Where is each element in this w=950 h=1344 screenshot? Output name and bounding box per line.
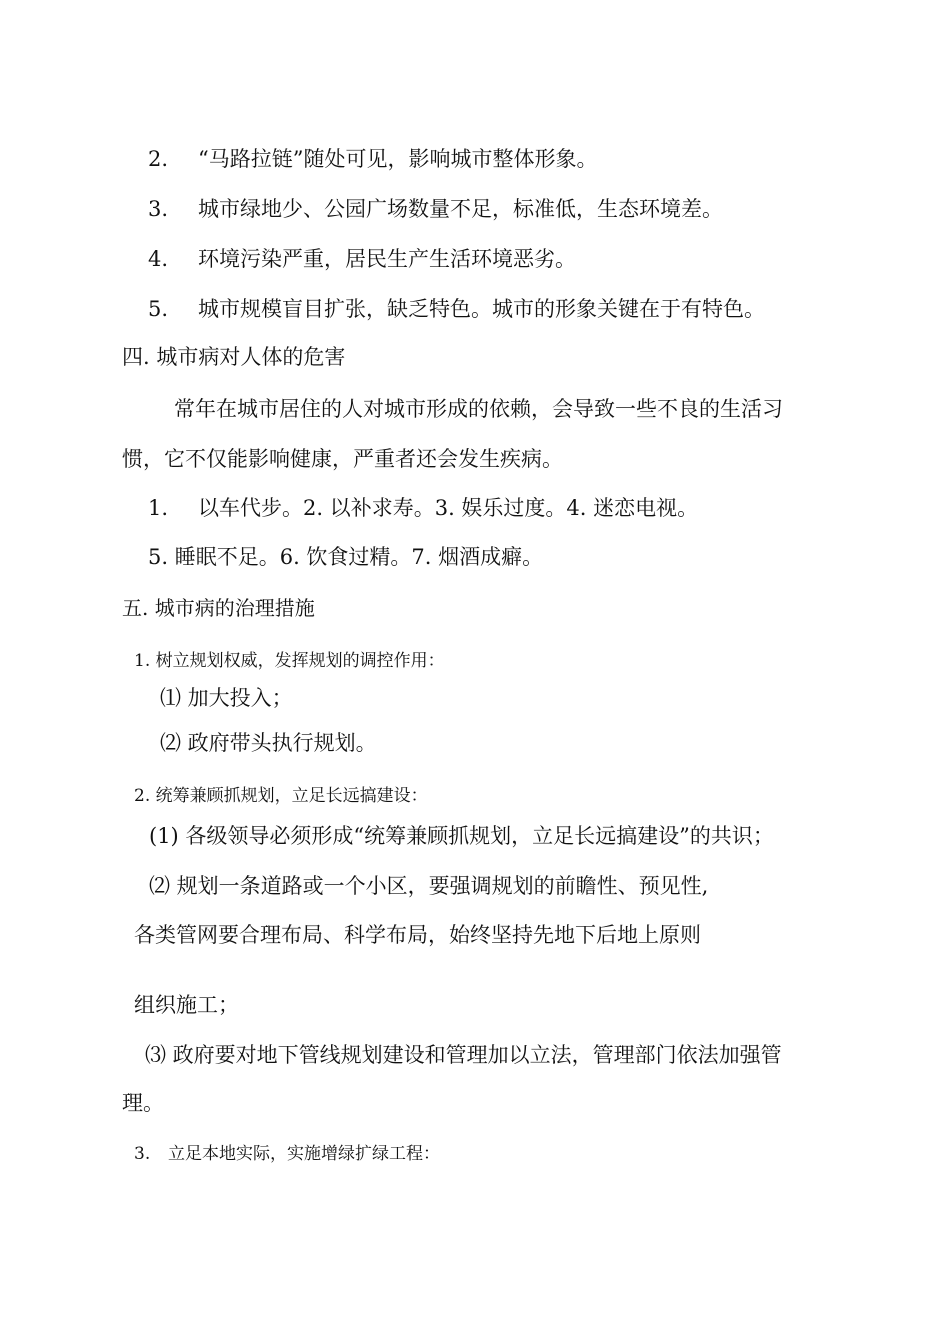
measure-2-sub-3-line-1: ⑶ 政府要对地下管线规划建设和管理加以立法，管理部门依法加强管 [145, 1043, 782, 1067]
section-4-paragraph-line-1: 常年在城市居住的人对城市形成的依赖，会导致一些不良的生活习 [174, 397, 783, 421]
measure-2-sub-1: (1) 各级领导必须形成“统筹兼顾抓规划，立足长远搞建设”的共识； [149, 824, 774, 848]
list-text: 环境污染严重，居民生产生活环境恶劣。 [198, 247, 576, 271]
list-number: 4. [148, 247, 169, 271]
list-item-5 [148, 299, 765, 320]
section-4-heading: 四. 城市病对人体的危害 [122, 345, 346, 369]
measure-1-sub-1: ⑴ 加大投入； [160, 686, 293, 710]
list-number: 5. [148, 297, 169, 321]
list-text: 城市规模盲目扩张，缺乏特色。城市的形象关键在于有特色。 [198, 297, 765, 321]
list-item-2 [148, 149, 597, 170]
list-text: “马路拉链”随处可见，影响城市整体形象。 [198, 147, 598, 171]
list-item-4 [148, 249, 576, 270]
list-number: 3. [134, 1144, 151, 1164]
measure-2-sub-3-line-2: 理。 [122, 1091, 164, 1115]
measure-1-title: 1. 树立规划权威，发挥规划的调控作用： [134, 651, 445, 671]
section-4-list-line-1 [148, 498, 698, 519]
measure-3-title [134, 1146, 440, 1163]
list-text: 以车代步。2. 以补求寿。3. 娱乐过度。4. 迷恋电视。 [198, 496, 699, 520]
section-4-list-line-2: 5. 睡眠不足。6. 饮食过精。7. 烟酒成癖。 [148, 545, 544, 569]
measure-2-sub-2-line-1: ⑵ 规划一条道路或一个小区，要强调规划的前瞻性、预见性, [149, 874, 709, 898]
measure-1-sub-2: ⑵ 政府带头执行规划。 [160, 731, 377, 755]
list-number: 2. [148, 147, 169, 171]
section-4-paragraph-line-2: 惯，它不仅能影响健康，严重者还会发生疾病。 [122, 447, 563, 471]
measure-2-sub-2-line-2: 各类管网要合理布局、科学布局，始终坚持先地下后地上原则 [134, 923, 701, 947]
list-item-3 [148, 199, 723, 220]
measure-2-sub-2-line-3: 组织施工； [134, 993, 239, 1017]
list-number: 3. [148, 197, 169, 221]
list-text: 城市绿地少、公园广场数量不足，标准低，生态环境差。 [198, 197, 723, 221]
list-text: 立足本地实际，实施增绿扩绿工程： [168, 1144, 440, 1164]
section-5-heading: 五. 城市病的治理措施 [122, 596, 315, 620]
measure-2-title: 2. 统筹兼顾抓规划，立足长远搞建设： [134, 786, 428, 806]
list-number: 1. [148, 496, 169, 520]
